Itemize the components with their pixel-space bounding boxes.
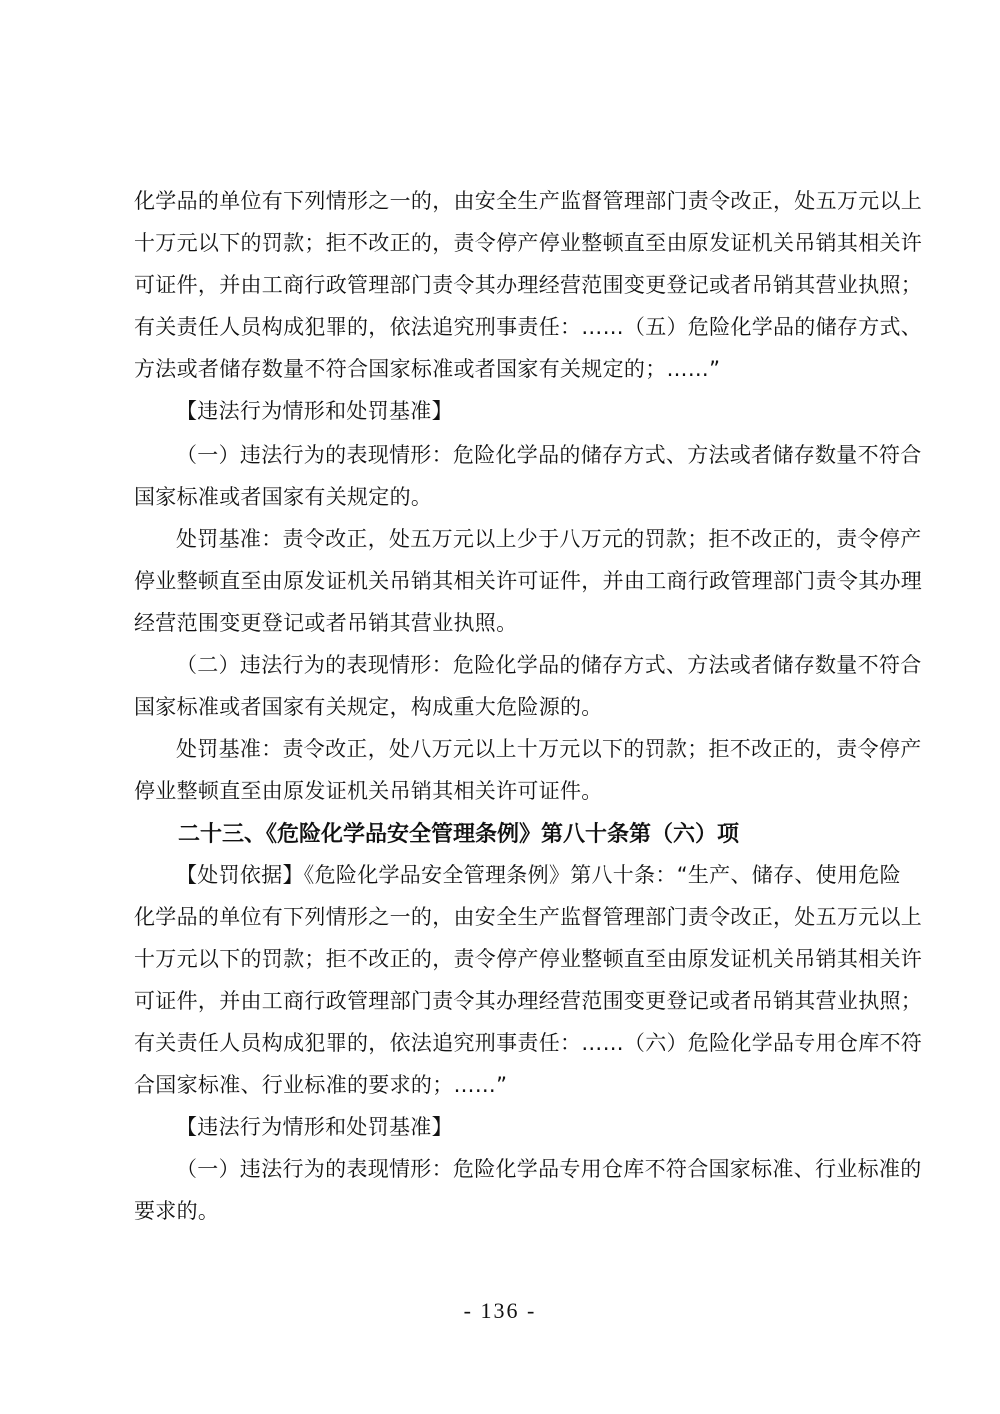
text-line: 十万元以下的罚款；拒不改正的，责令停产停业整顿直至由原发证机关吊销其相关许 [134, 231, 923, 255]
text-line: 有关责任人员构成犯罪的，依法追究刑事责任：……（五）危险化学品的储存方式、 [134, 315, 923, 339]
text-line: 化学品的单位有下列情形之一的，由安全生产监督管理部门责令改正，处五万元以上 [134, 189, 923, 213]
text-line: 化学品的单位有下列情形之一的，由安全生产监督管理部门责令改正，处五万元以上 [134, 905, 923, 929]
text-line: 停业整顿直至由原发证机关吊销其相关许可证件。 [134, 779, 603, 803]
paragraph-first-line: （一）违法行为的表现情形：危险化学品专用仓库不符合国家标准、行业标准的 [176, 1157, 922, 1181]
page-number: - 136 - [463, 1298, 537, 1323]
text-line: 合国家标准、行业标准的要求的；……” [134, 1073, 508, 1097]
text-line: 停业整顿直至由原发证机关吊销其相关许可证件，并由工商行政管理部门责令其办理 [134, 569, 923, 593]
paragraph-first-line: 处罚基准：责令改正，处八万元以上十万元以下的罚款；拒不改正的，责令停产 [176, 737, 922, 761]
paragraph-first-line: 【违法行为情形和处罚基准】 [176, 1115, 453, 1139]
text-line: 可证件，并由工商行政管理部门责令其办理经营范围变更登记或者吊销其营业执照； [134, 989, 923, 1013]
paragraph-first-line: （一）违法行为的表现情形：危险化学品的储存方式、方法或者储存数量不符合 [176, 443, 922, 467]
text-line: 要求的。 [134, 1199, 220, 1223]
text-line: 国家标准或者国家有关规定的。 [134, 485, 433, 509]
section-heading: 二十三、《危险化学品安全管理条例》第八十条第（六）项 [178, 821, 740, 847]
text-line: 十万元以下的罚款；拒不改正的，责令停产停业整顿直至由原发证机关吊销其相关许 [134, 947, 923, 971]
text-line: 有关责任人员构成犯罪的，依法追究刑事责任：……（六）危险化学品专用仓库不符 [134, 1031, 923, 1055]
text-line: 可证件，并由工商行政管理部门责令其办理经营范围变更登记或者吊销其营业执照； [134, 273, 923, 297]
paragraph-first-line: 处罚基准：责令改正，处五万元以上少于八万元的罚款；拒不改正的，责令停产 [176, 527, 922, 551]
paragraph-first-line: 【违法行为情形和处罚基准】 [176, 399, 453, 423]
paragraph-first-line: （二）违法行为的表现情形：危险化学品的储存方式、方法或者储存数量不符合 [176, 653, 922, 677]
text-line: 经营范围变更登记或者吊销其营业执照。 [134, 611, 518, 635]
paragraph-first-line: 【处罚依据】《危险化学品安全管理条例》第八十条：“生产、储存、使用危险 [176, 863, 901, 887]
text-line: 方法或者储存数量不符合国家标准或者国家有关规定的；……” [134, 357, 721, 381]
text-line: 国家标准或者国家有关规定，构成重大危险源的。 [134, 695, 603, 719]
